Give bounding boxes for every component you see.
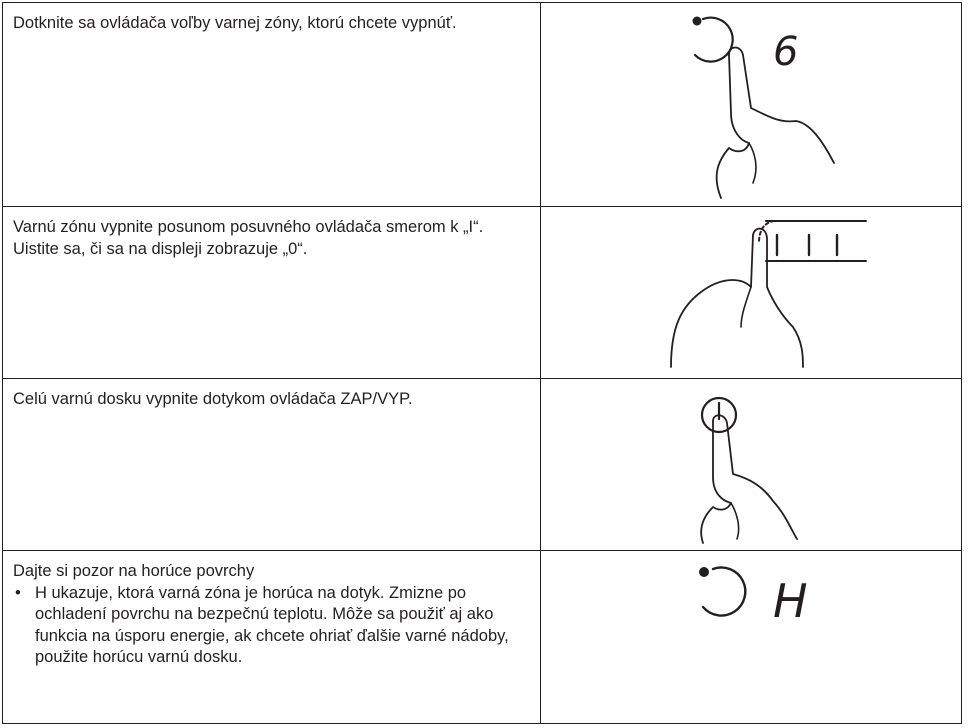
zone-select-touch-icon xyxy=(541,3,969,207)
hand-outline-fold xyxy=(741,287,751,327)
bullet-text: H ukazuje, ktorá varná zóna je horúca na dotyk. Zmizne po ochladení povrchu na bezpečnú teplotu. Môže sa použiť aj ako funkcia na úsporu energie, ak chcete ohriať ďalšie varné nádoby, použite horúcu varnú dosku. xyxy=(35,583,509,666)
step-4-heading: Dajte si pozor na horúce povrchy xyxy=(13,562,255,580)
table-row xyxy=(3,551,962,724)
bullet-item xyxy=(13,583,530,669)
hand-outline-palm xyxy=(701,421,731,543)
step-text-cell xyxy=(3,379,541,551)
hand-outline-thumb xyxy=(749,143,756,183)
hand-outline-thumb xyxy=(731,503,739,539)
hot-indicator-icon xyxy=(541,551,969,724)
hand-outline-palm xyxy=(717,55,749,198)
step-illustration-cell xyxy=(541,3,962,207)
step-illustration-cell xyxy=(541,551,962,724)
instruction-table xyxy=(2,2,962,724)
step-text-cell xyxy=(3,207,541,379)
step-illustration-cell xyxy=(541,207,962,379)
step-text-cell xyxy=(3,3,541,207)
display-letter: H xyxy=(773,574,808,628)
hand-outline-index xyxy=(713,415,797,539)
hand-outline-palm xyxy=(671,235,753,367)
bullet-marker: • xyxy=(15,583,21,602)
table-row xyxy=(3,379,962,551)
power-touch-icon xyxy=(541,379,969,551)
step-3-text: Celú varnú dosku vypnite dotykom ovládača ZAP/VYP. xyxy=(13,390,413,408)
zone-ring xyxy=(695,18,733,62)
step-illustration-cell xyxy=(541,379,962,551)
display-digit: 6 xyxy=(773,29,799,75)
step-2-text: Varnú zónu vypnite posunom posuvného ovládača smerom k „I“. Uistite sa, či sa na displeji zobrazuje „0“. xyxy=(13,218,484,258)
step-text-cell xyxy=(3,551,541,724)
table-row xyxy=(3,3,962,207)
zone-dot xyxy=(699,567,709,577)
table-row xyxy=(3,207,962,379)
zone-ring xyxy=(703,568,745,616)
step-1-text: Dotknite sa ovládača voľby varnej zóny, ktorú chcete vypnúť. xyxy=(13,14,457,32)
zone-dot xyxy=(693,17,702,26)
slider-swipe-icon xyxy=(541,207,969,379)
